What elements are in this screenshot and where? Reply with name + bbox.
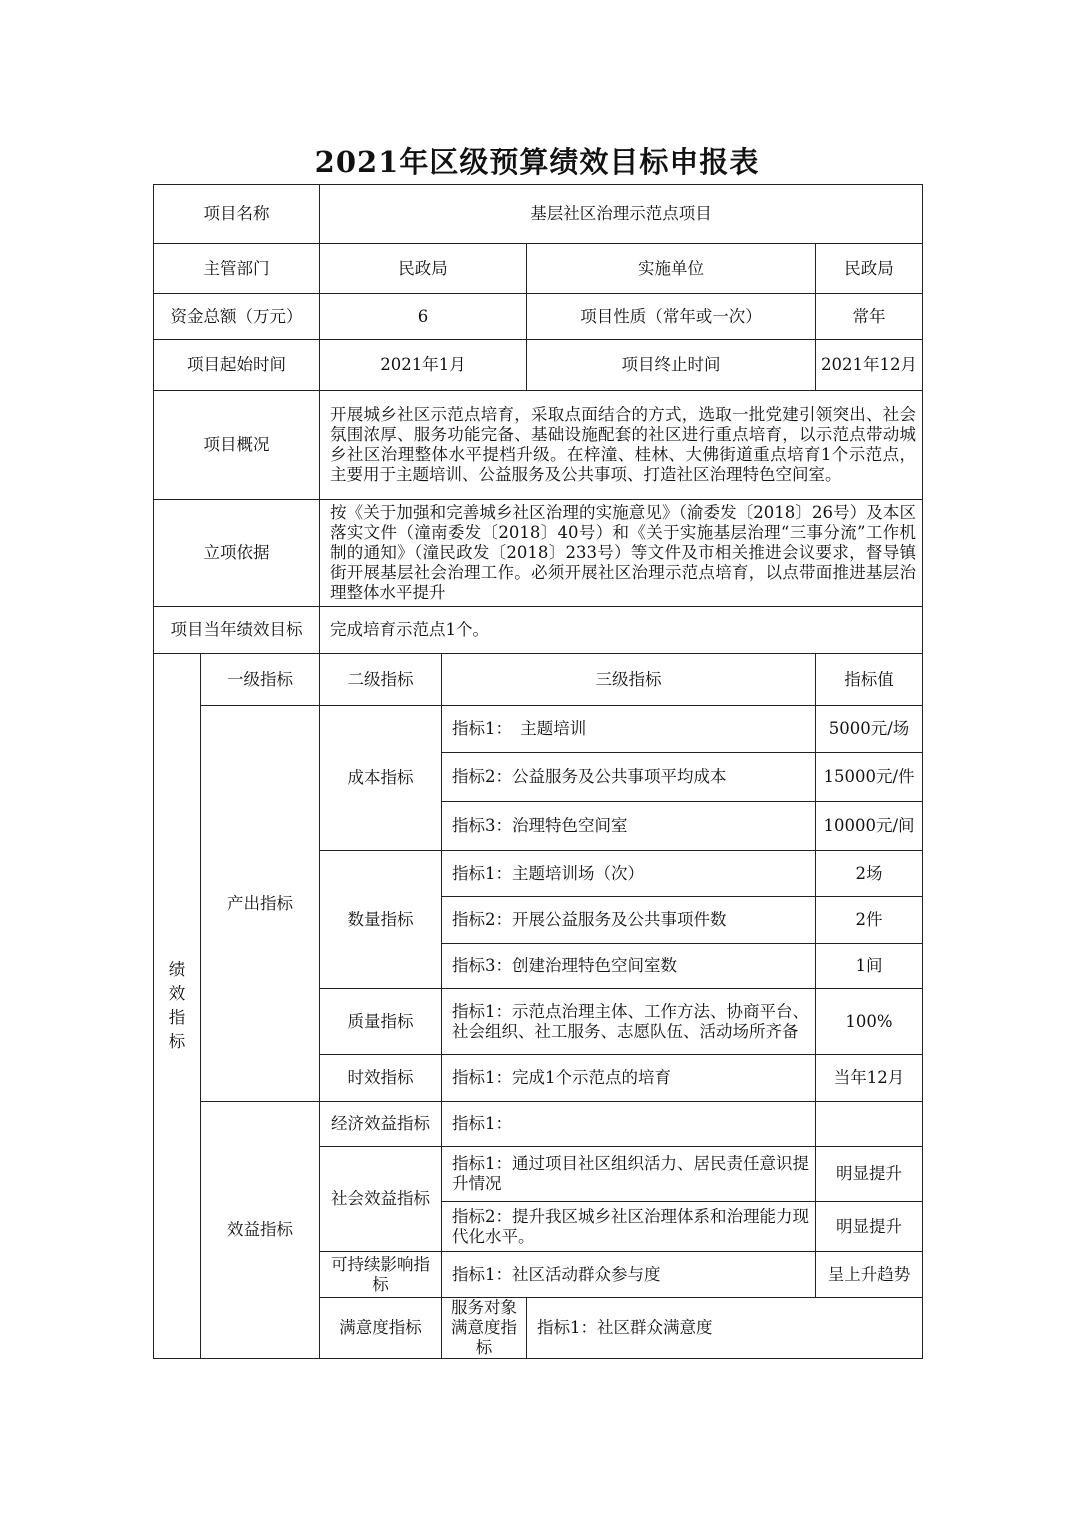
quantity-2-name: 指标2：开展公益服务及公共事项件数 bbox=[442, 897, 816, 944]
timeliness-1-value: 当年12月 bbox=[816, 1055, 923, 1102]
table-row bbox=[154, 706, 923, 753]
economic-1-value bbox=[816, 1102, 923, 1147]
dept-label: 主管部门 bbox=[154, 244, 320, 294]
cost-2-value: 15000元/件 bbox=[816, 753, 923, 802]
nature-value: 常年 bbox=[816, 294, 923, 340]
cost-1-name: 指标1： 主题培训 bbox=[442, 706, 816, 753]
social-2-value: 明显提升 bbox=[816, 1202, 923, 1252]
start-value: 2021年1月 bbox=[320, 340, 527, 391]
sustain-1-name: 指标1：社区活动群众参与度 bbox=[442, 1252, 816, 1298]
impl-value: 民政局 bbox=[816, 244, 923, 294]
economic-label: 经济效益指标 bbox=[320, 1102, 442, 1147]
sustain-1-value: 呈上升趋势 bbox=[816, 1252, 923, 1298]
row-basis bbox=[154, 500, 923, 607]
social-label: 社会效益指标 bbox=[320, 1147, 442, 1252]
basis-value: 按《关于加强和完善城乡社区治理的实施意见》（渝委发〔2018〕26号）及本区落实文件（潼南委发〔2018〕40号）和《关于实施基层治理“三事分流”工作机制的通知》（潼民政发〔2018〕233号）等文件及市相关推进会议要求，督导镇街开展基层社会治理工作。必须开展社区治理示范点培育，以点带面推进基层治理整体水平提升 bbox=[320, 500, 923, 607]
cost-1-value: 5000元/场 bbox=[816, 706, 923, 753]
indicators-side-text: 绩效指标 bbox=[168, 960, 186, 1051]
timeliness-label: 时效指标 bbox=[320, 1055, 442, 1102]
end-value: 2021年12月 bbox=[816, 340, 923, 391]
cost-3-name: 指标3：治理特色空间室 bbox=[442, 802, 816, 851]
project-name-value: 基层社区治理示范点项目 bbox=[320, 185, 923, 244]
cost-2-name: 指标2：公益服务及公共事项平均成本 bbox=[442, 753, 816, 802]
row-goal bbox=[154, 607, 923, 654]
quality-1-value: 100% bbox=[816, 989, 923, 1055]
quantity-2-value: 2件 bbox=[816, 897, 923, 944]
benefit-label: 效益指标 bbox=[201, 1102, 320, 1359]
satisfaction-1-name: 指标1：社区群众满意度 bbox=[527, 1298, 923, 1359]
satisfaction-label: 满意度指标 bbox=[320, 1298, 442, 1359]
social-2-name: 指标2：提升我区城乡社区治理体系和治理能力现代化水平。 bbox=[442, 1202, 816, 1252]
cost-label: 成本指标 bbox=[320, 706, 442, 851]
row-project-name bbox=[154, 185, 923, 244]
nature-label: 项目性质（常年或一次） bbox=[527, 294, 816, 340]
quality-label: 质量指标 bbox=[320, 989, 442, 1055]
row-funding bbox=[154, 294, 923, 340]
quantity-label: 数量指标 bbox=[320, 851, 442, 989]
sustain-label: 可持续影响指标 bbox=[320, 1252, 442, 1298]
fund-value: 6 bbox=[320, 294, 527, 340]
row-period bbox=[154, 340, 923, 391]
quantity-3-name: 指标3：创建治理特色空间室数 bbox=[442, 944, 816, 989]
social-1-name: 指标1：通过项目社区组织活力、居民责任意识提升情况 bbox=[442, 1147, 816, 1202]
header-level3: 三级指标 bbox=[442, 654, 816, 706]
header-level1: 一级指标 bbox=[201, 654, 320, 706]
table-row bbox=[154, 1102, 923, 1147]
goal-label: 项目当年绩效目标 bbox=[154, 607, 320, 654]
header-level2: 二级指标 bbox=[320, 654, 442, 706]
overview-label: 项目概况 bbox=[154, 391, 320, 500]
social-1-value: 明显提升 bbox=[816, 1147, 923, 1202]
indicators-side-label bbox=[154, 654, 201, 1359]
fund-label: 资金总额（万元） bbox=[154, 294, 320, 340]
cost-3-value: 10000元/间 bbox=[816, 802, 923, 851]
dept-value: 民政局 bbox=[320, 244, 527, 294]
start-label: 项目起始时间 bbox=[154, 340, 320, 391]
quality-1-name: 指标1：示范点治理主体、工作方法、协商平台、社会组织、社工服务、志愿队伍、活动场所齐备 bbox=[442, 989, 816, 1055]
quantity-1-name: 指标1：主题培训场（次） bbox=[442, 851, 816, 897]
basis-label: 立项依据 bbox=[154, 500, 320, 607]
indicator-header-row bbox=[154, 654, 923, 706]
page-title: 2021年区级预算绩效目标申报表 bbox=[314, 145, 760, 179]
timeliness-1-name: 指标1：完成1个示范点的培育 bbox=[442, 1055, 816, 1102]
goal-value: 完成培育示范点1个。 bbox=[320, 607, 923, 654]
header-value: 指标值 bbox=[816, 654, 923, 706]
budget-form-table bbox=[153, 184, 923, 1359]
impl-label: 实施单位 bbox=[527, 244, 816, 294]
service-satisfaction-label: 服务对象满意度指标 bbox=[442, 1298, 527, 1359]
end-label: 项目终止时间 bbox=[527, 340, 816, 391]
output-label: 产出指标 bbox=[201, 706, 320, 1102]
row-overview bbox=[154, 391, 923, 500]
quantity-3-value: 1间 bbox=[816, 944, 923, 989]
economic-1-name: 指标1： bbox=[442, 1102, 816, 1147]
overview-value: 开展城乡社区示范点培育，采取点面结合的方式，选取一批党建引领突出、社会氛围浓厚、服务功能完备、基础设施配套的社区进行重点培育，以示范点带动城乡社区治理整体水平提档升级。在梓潼、桂林、大佛街道重点培育1个示范点，主要用于主题培训、公益服务及公共事项、打造社区治理特色空间室。 bbox=[320, 391, 923, 500]
project-name-label: 项目名称 bbox=[154, 185, 320, 244]
quantity-1-value: 2场 bbox=[816, 851, 923, 897]
row-department bbox=[154, 244, 923, 294]
